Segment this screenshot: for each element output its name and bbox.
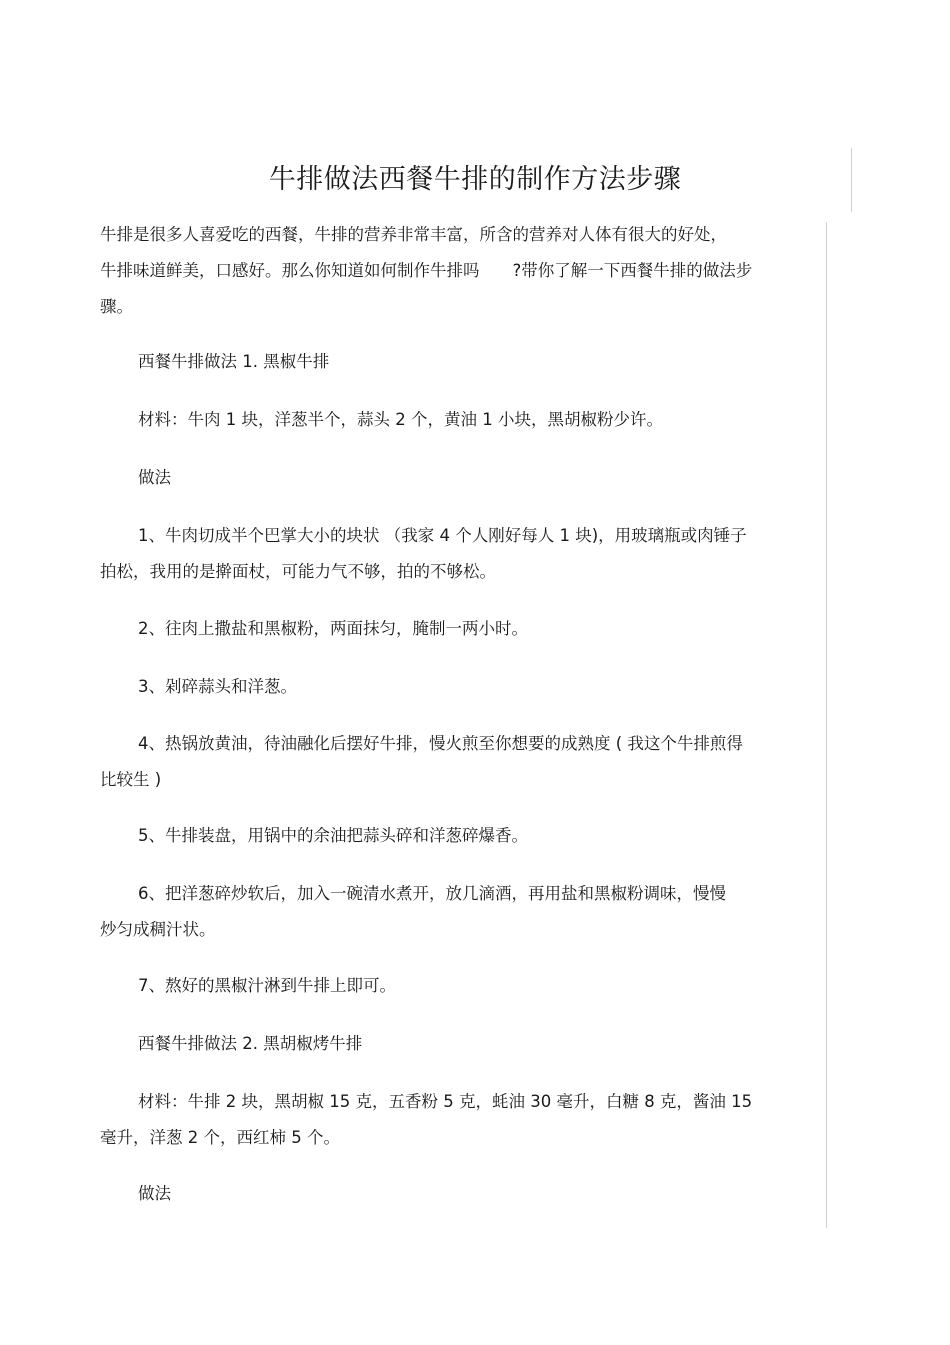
text-line: 毫升，洋葱 2 个，西红柿 5 个。 bbox=[100, 1128, 340, 1147]
step-item bbox=[100, 726, 830, 798]
step-item bbox=[100, 518, 830, 590]
intro-paragraph bbox=[100, 217, 830, 325]
step-line: 1、牛肉切成半个巴掌大小的块状 （我家 4 个人刚好每人 1 块)，用玻璃瓶或肉锤子 bbox=[138, 526, 747, 545]
step-line: 比较生 ) bbox=[100, 770, 162, 789]
step-line: 6、把洋葱碎炒软后，加入一碗清水煮开，放几滴酒，再用盐和黑椒粉调味，慢慢 bbox=[138, 884, 726, 903]
text-line: 牛排味道鲜美，口感好。那么你知道如何制作牛排吗 ?带你了解一下西餐牛排的做法步 bbox=[100, 261, 753, 280]
step-item: 2、往肉上撒盐和黑椒粉，两面抹匀，腌制一两小时。 bbox=[138, 619, 528, 638]
method-label: 做法 bbox=[138, 1184, 171, 1203]
text-line: 骤。 bbox=[100, 297, 133, 316]
step-line: 4、热锅放黄油，待油融化后摆好牛排，慢火煎至你想要的成熟度 ( 我这个牛排煎得 bbox=[138, 734, 743, 753]
step-item: 7、熬好的黑椒汁淋到牛排上即可。 bbox=[138, 976, 396, 995]
materials-line: 材料：牛肉 1 块，洋葱半个，蒜头 2 个，黄油 1 小块，黑胡椒粉少许。 bbox=[138, 410, 663, 429]
step-item bbox=[100, 876, 830, 948]
section-heading: 西餐牛排做法 1. 黑椒牛排 bbox=[138, 352, 330, 371]
step-line: 炒匀成稠汁状。 bbox=[100, 920, 216, 939]
text-line: 材料：牛排 2 块，黑胡椒 15 克，五香粉 5 克，蚝油 30 毫升，白糖 8 克，酱油 15 bbox=[138, 1092, 753, 1111]
materials-paragraph bbox=[100, 1084, 830, 1156]
step-item: 5、牛排装盘，用锅中的余油把蒜头碎和洋葱碎爆香。 bbox=[138, 826, 528, 845]
method-label: 做法 bbox=[138, 468, 171, 487]
text-line: 牛排是很多人喜爱吃的西餐，牛排的营养非常丰富，所含的营养对人体有很大的好处， bbox=[100, 225, 727, 244]
step-item: 3、剁碎蒜头和洋葱。 bbox=[138, 677, 297, 696]
document-title: 牛排做法西餐牛排的制作方法步骤 bbox=[268, 164, 682, 195]
step-line: 拍松，我用的是擀面杖，可能力气不够，拍的不够松。 bbox=[100, 562, 496, 581]
section-heading: 西餐牛排做法 2. 黑胡椒烤牛排 bbox=[138, 1034, 363, 1053]
